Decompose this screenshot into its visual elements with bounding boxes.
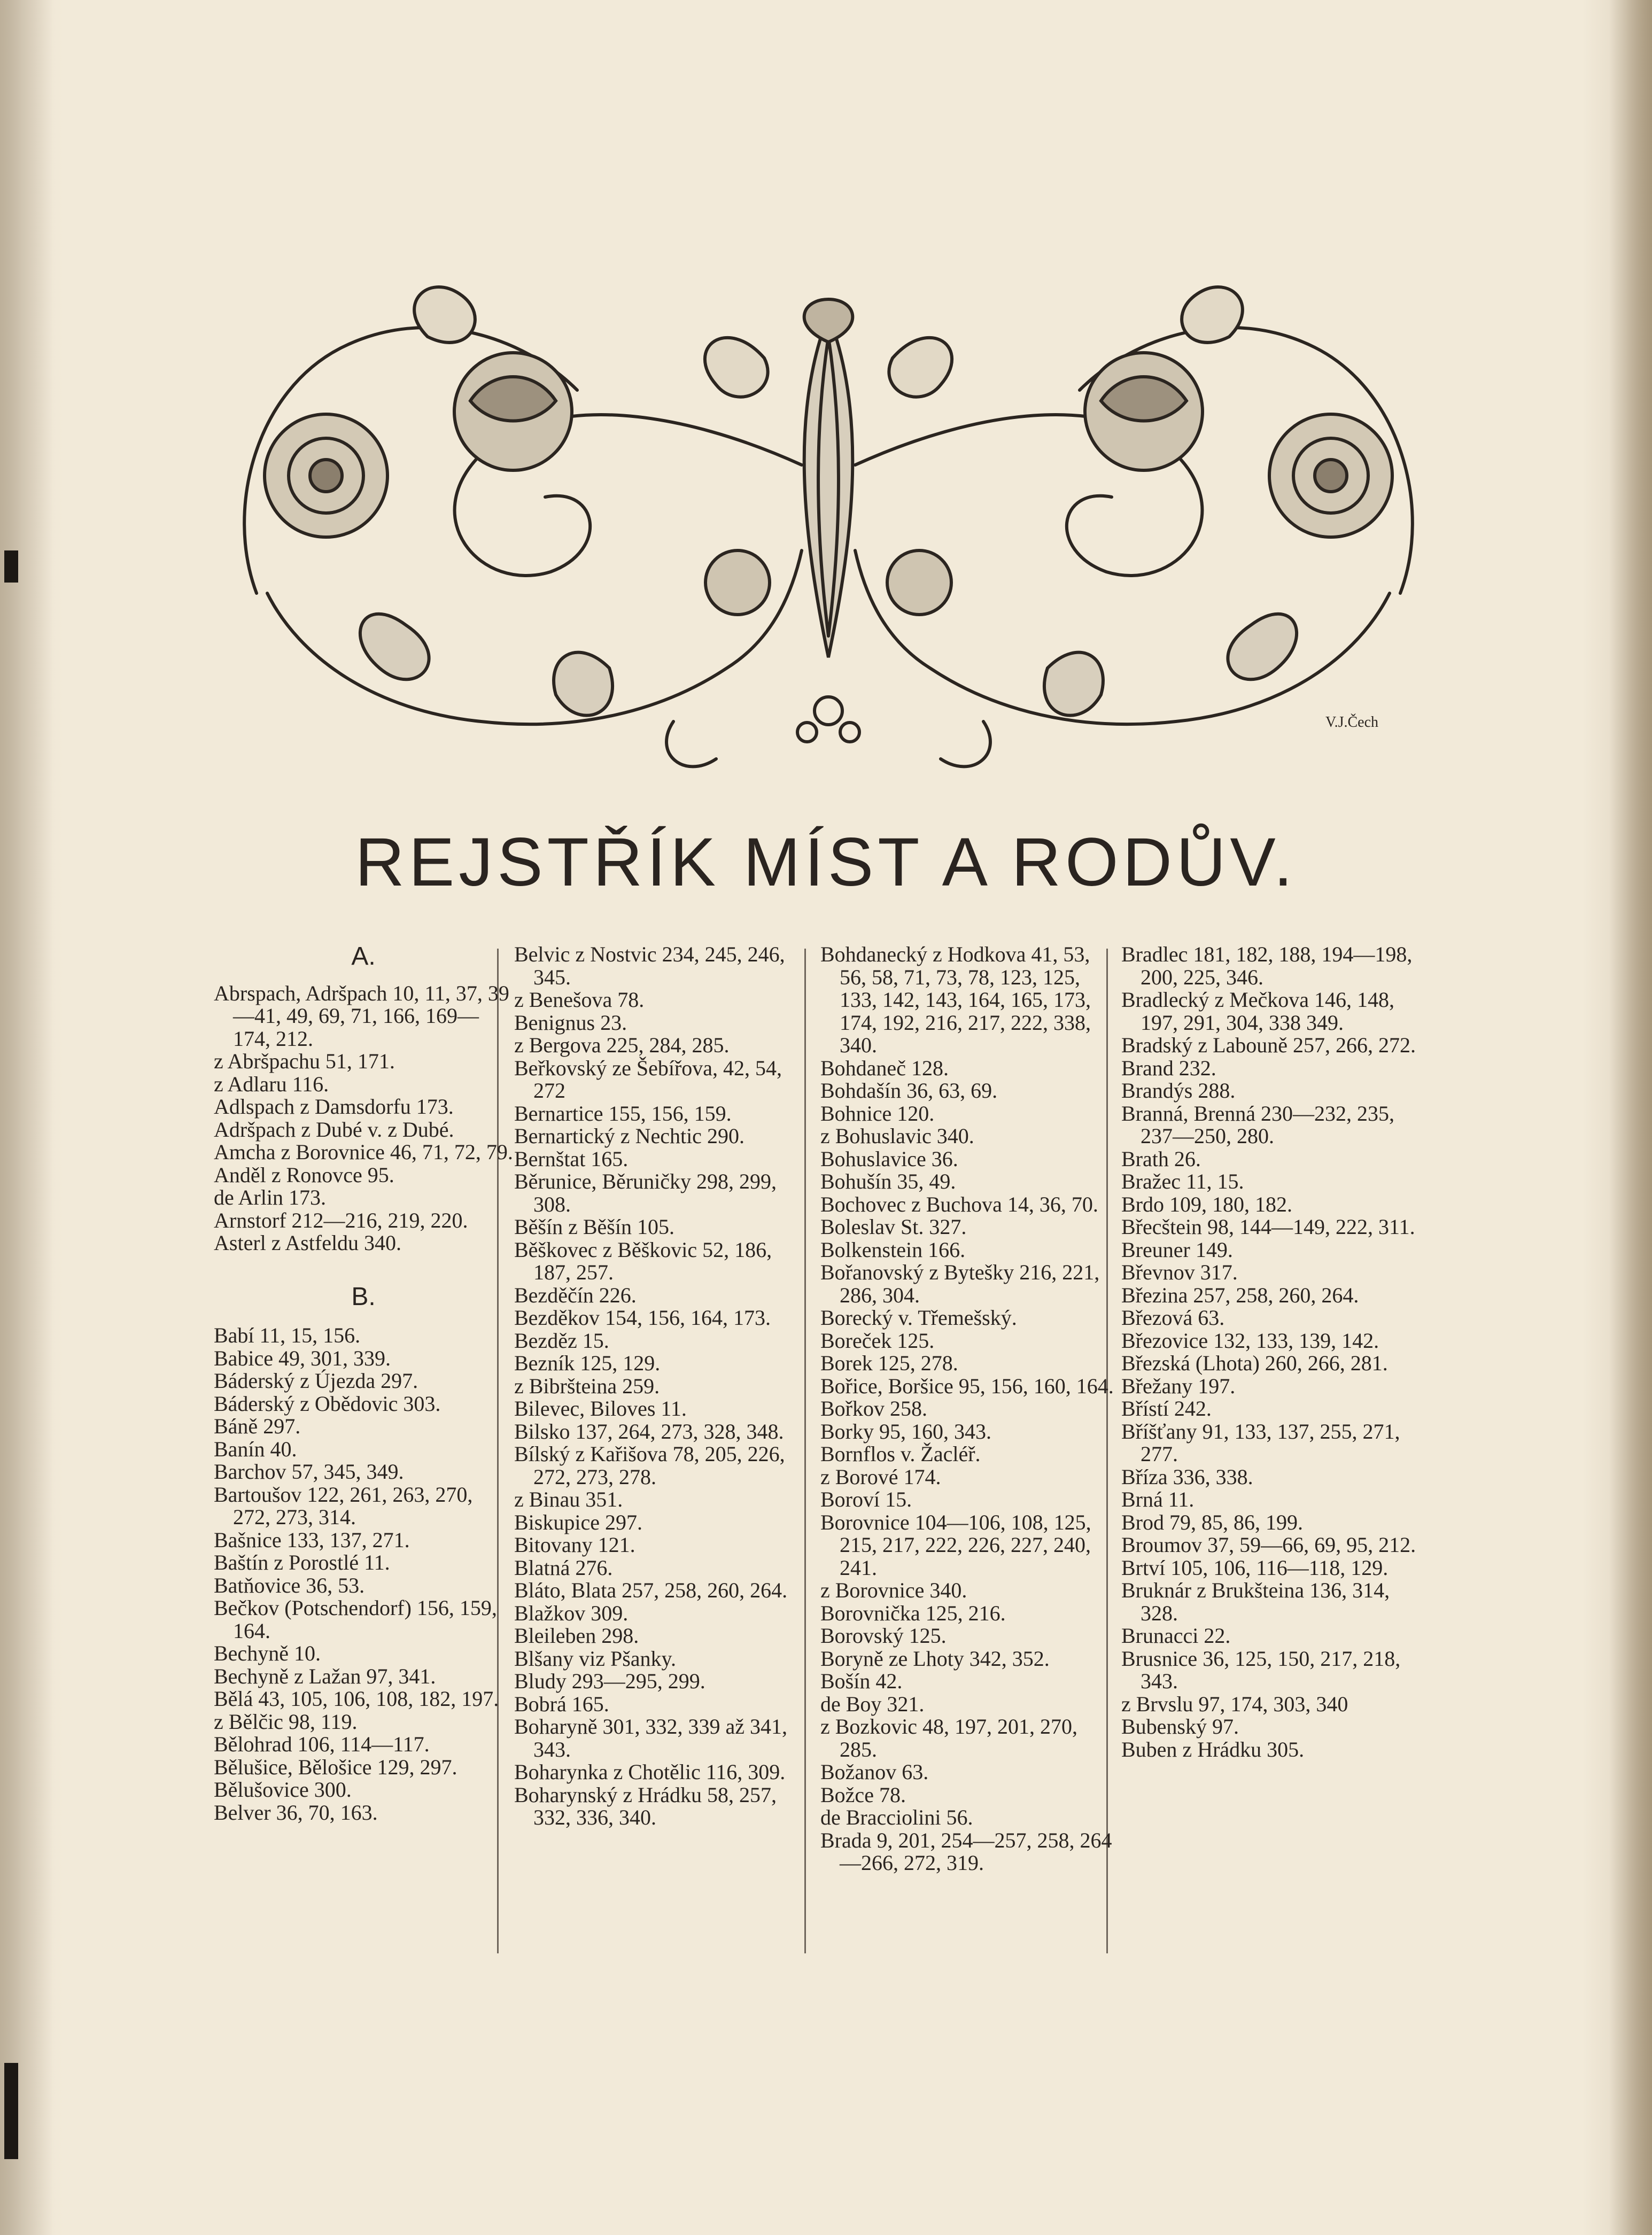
index-list bbox=[820, 943, 1120, 1875]
index-entry: Březina 257, 258, 260, 264. bbox=[1121, 1283, 1359, 1307]
section-letter-a: A. bbox=[351, 942, 376, 971]
index-entry: Brusnice 36, 125, 150, 217, 218, 343. bbox=[1121, 1646, 1401, 1693]
index-entry: Benignus 23. bbox=[514, 1010, 627, 1035]
index-entry: Banín 40. bbox=[214, 1437, 297, 1461]
index-entry: Bříza 336, 338. bbox=[1121, 1464, 1253, 1489]
index-entry: Beřkovský ze Šebířova, 42, 54, 272 bbox=[514, 1056, 782, 1103]
index-entry: Bernartický z Nechtic 290. bbox=[514, 1124, 744, 1148]
index-entry: Bezděkov 154, 156, 164, 173. bbox=[514, 1306, 771, 1330]
index-column-2 bbox=[514, 943, 813, 1829]
index-entry: Borovský 125. bbox=[820, 1624, 947, 1648]
index-entry: Bleileben 298. bbox=[514, 1624, 639, 1648]
index-entry: Barchov 57, 345, 349. bbox=[214, 1460, 404, 1484]
page-edge-mark bbox=[4, 550, 18, 583]
index-entry: Belvic z Nostvic 234, 245, 246, 345. bbox=[514, 942, 785, 989]
index-entry: Bruknár z Brukšteina 136, 314, 328. bbox=[1121, 1578, 1390, 1625]
index-entry: Bražec 11, 15. bbox=[1121, 1169, 1244, 1193]
index-entry: Bradlec 181, 182, 188, 194—198, 200, 225, 346. bbox=[1121, 942, 1413, 989]
index-entry: Běšín z Běšín 105. bbox=[514, 1215, 674, 1239]
index-entry: Bláto, Blata 257, 258, 260, 264. bbox=[514, 1578, 788, 1602]
index-entry: Blatná 276. bbox=[514, 1555, 613, 1580]
ornament-signature: V.J.Čech bbox=[1325, 714, 1379, 731]
index-entry: Borek 125, 278. bbox=[820, 1351, 958, 1375]
index-entry: Baštín z Porostlé 11. bbox=[214, 1550, 390, 1574]
index-entry: Bubenský 97. bbox=[1121, 1714, 1239, 1739]
index-entry: Bobrá 165. bbox=[514, 1691, 609, 1716]
index-entry: Bečkov (Potschendorf) 156, 159, 164. bbox=[214, 1596, 497, 1643]
index-entry: Boleslav St. 327. bbox=[820, 1215, 967, 1239]
index-entry: Bernštat 165. bbox=[514, 1146, 629, 1171]
index-entry: Borky 95, 160, 343. bbox=[820, 1419, 991, 1444]
index-entry: Božanov 63. bbox=[820, 1760, 929, 1784]
index-entry: Bezděz 15. bbox=[514, 1328, 609, 1353]
index-entry: Arnstorf 212—216, 219, 220. bbox=[214, 1208, 468, 1232]
index-entry: Bohdašín 36, 63, 69. bbox=[820, 1078, 998, 1103]
index-entry: Brand 232. bbox=[1121, 1056, 1216, 1080]
index-column-4 bbox=[1121, 943, 1421, 1761]
index-entry: z Binau 351. bbox=[514, 1487, 623, 1511]
index-entry: Bašnice 133, 137, 271. bbox=[214, 1527, 410, 1552]
index-entry: Brod 79, 85, 86, 199. bbox=[1121, 1510, 1303, 1534]
index-entry: Báderský z Újezda 297. bbox=[214, 1369, 418, 1393]
index-entry: Běrunice, Běruničky 298, 299, 308. bbox=[514, 1169, 777, 1216]
index-entry: Amcha z Borovnice 46, 71, 72, 79. bbox=[214, 1140, 513, 1164]
index-entry: Bohdaneč 128. bbox=[820, 1056, 949, 1080]
index-entry: z Bergova 225, 284, 285. bbox=[514, 1033, 730, 1057]
index-entry: Bohnice 120. bbox=[820, 1101, 935, 1126]
page-edge-right bbox=[1609, 0, 1652, 2235]
index-entry: Bludy 293—295, 299. bbox=[514, 1669, 705, 1693]
index-entry: Blšany viz Pšanky. bbox=[514, 1646, 676, 1671]
index-entry: Bilsko 137, 264, 273, 328, 348. bbox=[514, 1419, 784, 1444]
index-list-a bbox=[214, 982, 513, 1255]
index-list-b bbox=[214, 1324, 513, 1824]
index-entry: Brada 9, 201, 254—257, 258, 264—266, 272, 319. bbox=[820, 1828, 1112, 1875]
index-entry: Bezděčín 226. bbox=[514, 1283, 637, 1307]
index-entry: z Bozkovic 48, 197, 201, 270, 285. bbox=[820, 1714, 1078, 1761]
index-entry: Branná, Brenná 230—232, 235, 237—250, 280. bbox=[1121, 1101, 1395, 1148]
index-entry: Batňovice 36, 53. bbox=[214, 1573, 365, 1597]
index-entry: Breuner 149. bbox=[1121, 1237, 1233, 1262]
index-entry: Bohuslavice 36. bbox=[820, 1146, 958, 1171]
index-entry: Bořice, Boršice 95, 156, 160, 164. bbox=[820, 1373, 1114, 1398]
index-entry: de Arlin 173. bbox=[214, 1185, 326, 1209]
index-entry: Bilevec, Biloves 11. bbox=[514, 1396, 687, 1421]
index-entry: Brdo 109, 180, 182. bbox=[1121, 1192, 1292, 1216]
index-entry: Břevnov 317. bbox=[1121, 1260, 1238, 1284]
index-entry: Bezník 125, 129. bbox=[514, 1351, 661, 1375]
index-entry: Bořkov 258. bbox=[820, 1396, 927, 1421]
index-entry: Božce 78. bbox=[820, 1782, 906, 1807]
index-entry: Břístí 242. bbox=[1121, 1396, 1212, 1421]
index-entry: Bolkenstein 166. bbox=[820, 1237, 966, 1262]
index-entry: z Adlaru 116. bbox=[214, 1072, 329, 1096]
index-entry: Brath 26. bbox=[1121, 1146, 1201, 1171]
index-entry: Bělušice, Bělošice 129, 297. bbox=[214, 1755, 457, 1779]
index-entry: Biskupice 297. bbox=[514, 1510, 642, 1534]
index-entry: Brná 11. bbox=[1121, 1487, 1195, 1511]
index-entry: Belver 36, 70, 163. bbox=[214, 1800, 378, 1825]
index-entry: Bitovany 121. bbox=[514, 1533, 635, 1557]
index-entry: Bříšťany 91, 133, 137, 255, 271, 277. bbox=[1121, 1419, 1400, 1466]
index-entry: Bohušín 35, 49. bbox=[820, 1169, 956, 1193]
section-letter-b: B. bbox=[351, 1282, 376, 1311]
index-entry: Brtví 105, 106, 116—118, 129. bbox=[1121, 1555, 1389, 1580]
index-entry: Břecštein 98, 144—149, 222, 311. bbox=[1121, 1215, 1415, 1239]
index-entry: Bochovec z Buchova 14, 36, 70. bbox=[820, 1192, 1098, 1216]
index-entry: Borovnice 104—106, 108, 125, 215, 217, 222, 226, 227, 240, 241. bbox=[820, 1510, 1091, 1580]
index-entry: Bornflos v. Žacléř. bbox=[820, 1442, 981, 1466]
index-entry: Buben z Hrádku 305. bbox=[1121, 1737, 1305, 1761]
index-entry: z Brvslu 97, 174, 303, 340 bbox=[1121, 1691, 1348, 1716]
index-entry: Abrspach, Adršpach 10, 11, 37, 39—41, 49, 69, 71, 166, 169—174, 212. bbox=[214, 981, 509, 1051]
page-edge-left bbox=[0, 0, 53, 2235]
index-entry: Boharyně 301, 332, 339 až 341, 343. bbox=[514, 1714, 788, 1761]
index-entry: Bartoušov 122, 261, 263, 270, 272, 273, 314. bbox=[214, 1482, 473, 1529]
index-entry: Bělušovice 300. bbox=[214, 1778, 352, 1802]
index-entry: Bradský z Labouně 257, 266, 272. bbox=[1121, 1033, 1416, 1057]
index-entry: z Abršpachu 51, 171. bbox=[214, 1049, 395, 1073]
index-column-3 bbox=[820, 943, 1120, 1875]
index-entry: Broumov 37, 59—66, 69, 95, 212. bbox=[1121, 1533, 1416, 1557]
index-entry: Báderský z Obědovic 303. bbox=[214, 1391, 441, 1416]
index-column-1 bbox=[214, 943, 513, 1824]
page-title: REJSTŘÍK MÍST A RODŮV. bbox=[355, 824, 1297, 901]
index-entry: Boharynský z Hrádku 58, 257, 332, 336, 340. bbox=[514, 1782, 777, 1829]
index-entry: Asterl z Astfeldu 340. bbox=[214, 1231, 402, 1255]
index-list bbox=[1121, 943, 1421, 1761]
index-entry: Březská (Lhota) 260, 266, 281. bbox=[1121, 1351, 1388, 1375]
index-entry: Běškovec z Běškovic 52, 186, 187, 257. bbox=[514, 1237, 772, 1284]
index-entry: z Benešova 78. bbox=[514, 988, 645, 1012]
index-entry: Borecký v. Třemešský. bbox=[820, 1306, 1017, 1330]
index-entry: z Bělčic 98, 119. bbox=[214, 1709, 358, 1734]
index-entry: Babí 11, 15, 156. bbox=[214, 1323, 361, 1347]
index-list bbox=[514, 943, 813, 1829]
index-entry: de Boy 321. bbox=[820, 1691, 925, 1716]
index-entry: Bělá 43, 105, 106, 108, 182, 197. bbox=[214, 1687, 499, 1711]
index-entry: Borovnička 125, 216. bbox=[820, 1601, 1006, 1625]
index-entry: Bechyně 10. bbox=[214, 1641, 321, 1665]
index-entry: Bělohrad 106, 114—117. bbox=[214, 1732, 430, 1756]
index-entry: z Bibršteina 259. bbox=[514, 1373, 660, 1398]
index-entry: Bílský z Kařišova 78, 205, 226, 272, 273, 278. bbox=[514, 1442, 785, 1489]
floral-acanthus-ornament-icon bbox=[203, 251, 1454, 807]
index-entry: Bohdanecký z Hodkova 41, 53, 56, 58, 71, 73, 78, 123, 125, 133, 142, 143, 164, 165, 173, 174, 192, 216, 217, 222, 338, 340. bbox=[820, 942, 1091, 1057]
index-entry: Boharynka z Chotělic 116, 309. bbox=[514, 1760, 786, 1784]
index-entry: Blažkov 309. bbox=[514, 1601, 629, 1625]
index-entry: Brunacci 22. bbox=[1121, 1624, 1231, 1648]
index-entry: Bernartice 155, 156, 159. bbox=[514, 1101, 732, 1126]
index-entry: Břežany 197. bbox=[1121, 1373, 1236, 1398]
index-entry: Brandýs 288. bbox=[1121, 1078, 1236, 1103]
index-entry: Bradlecký z Mečkova 146, 148, 197, 291, 304, 338 349. bbox=[1121, 988, 1394, 1035]
index-entry: z Bohuslavic 340. bbox=[820, 1124, 974, 1148]
page-edge-mark bbox=[4, 2063, 18, 2159]
index-entry: Boroví 15. bbox=[820, 1487, 912, 1511]
index-entry: z Borovnice 340. bbox=[820, 1578, 967, 1602]
index-entry: Babice 49, 301, 339. bbox=[214, 1346, 391, 1370]
index-entry: Báně 297. bbox=[214, 1414, 301, 1438]
index-entry: Bořanovský z Bytešky 216, 221, 286, 304. bbox=[820, 1260, 1100, 1307]
index-entry: Adršpach z Dubé v. z Dubé. bbox=[214, 1117, 454, 1142]
index-entry: z Borové 174. bbox=[820, 1464, 941, 1489]
index-entry: Bechyně z Lažan 97, 341. bbox=[214, 1664, 436, 1688]
index-entry: de Bracciolini 56. bbox=[820, 1805, 973, 1829]
index-entry: Anděl z Ronovce 95. bbox=[214, 1162, 394, 1187]
index-entry: Březová 63. bbox=[1121, 1306, 1225, 1330]
index-entry: Boreček 125. bbox=[820, 1328, 935, 1353]
index-entry: Bošín 42. bbox=[820, 1669, 903, 1693]
index-entry: Březovice 132, 133, 139, 142. bbox=[1121, 1328, 1379, 1353]
index-entry: Boryně ze Lhoty 342, 352. bbox=[820, 1646, 1050, 1671]
index-entry: Adlspach z Damsdorfu 173. bbox=[214, 1095, 454, 1119]
